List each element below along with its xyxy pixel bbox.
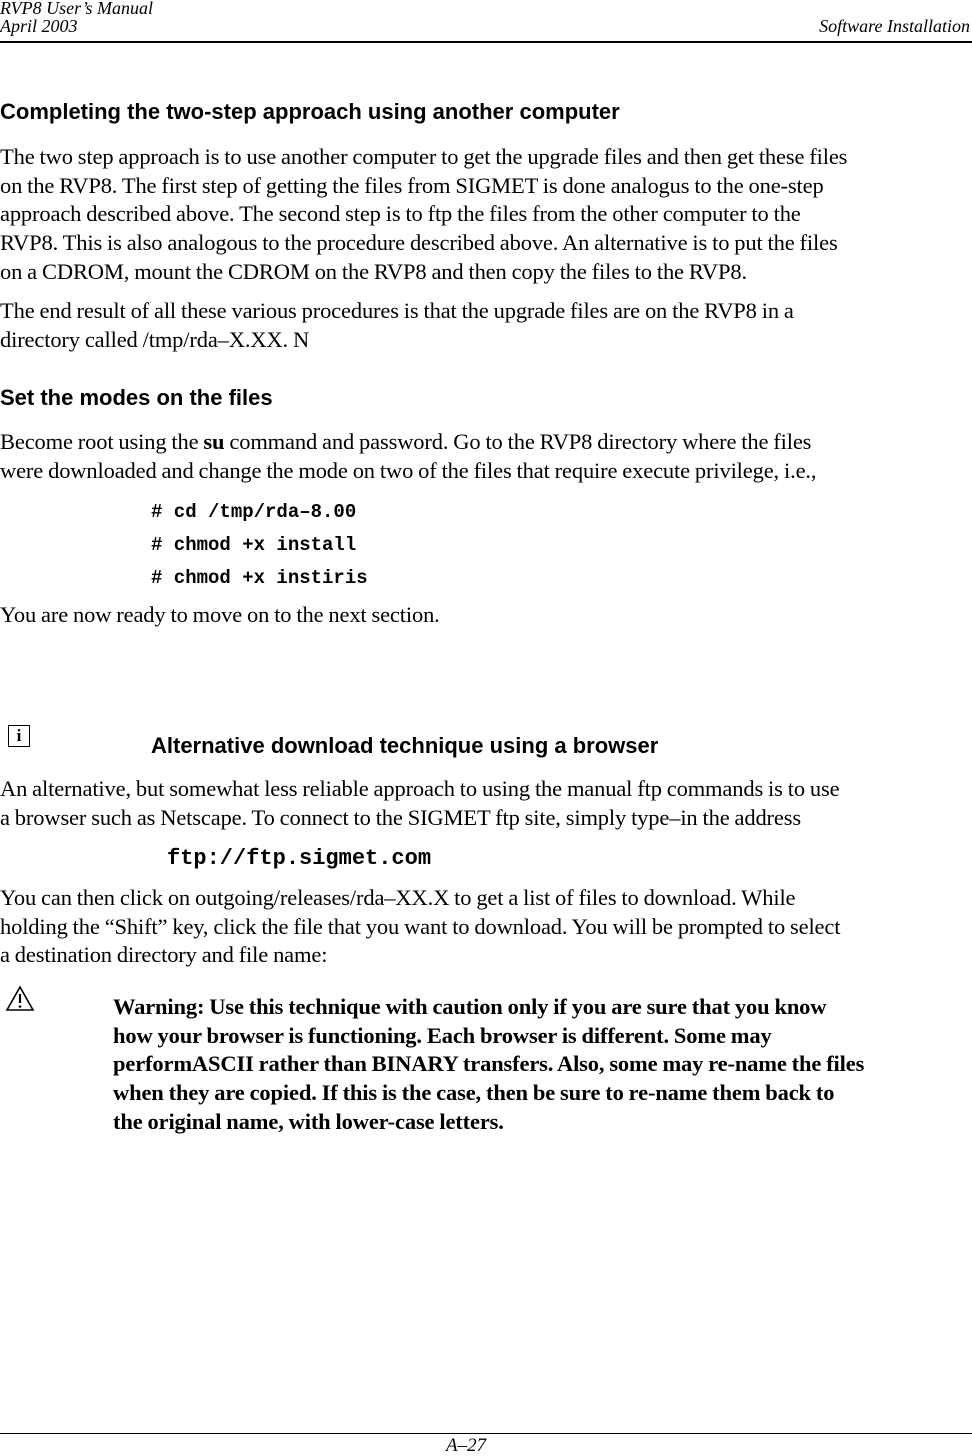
header-rule — [0, 41, 972, 43]
text-line: The two step approach is to use another computer to get the upgrade files and then get these files — [0, 144, 848, 169]
text-line: Warning: Use this technique with caution only if you are sure that you know — [113, 994, 827, 1019]
paragraph-next-section — [0, 601, 972, 630]
text-line: a browser such as Netscape. To connect to the SIGMET ftp site, simply type–in the address — [0, 804, 801, 830]
heading-two-step: Completing the two-step approach using another computer — [0, 99, 620, 124]
section-title: Software Installation — [819, 16, 970, 36]
command-chmod-install: # chmod +x install — [151, 534, 357, 556]
page-number: A–27 — [446, 1435, 487, 1456]
text-run: Become root using the — [0, 429, 204, 454]
paragraph-two-step — [0, 143, 972, 287]
text-line: RVP8. This is also analogous to the procedure described above. An alternative is to put the files — [0, 230, 838, 256]
text-run: command and password. Go to the RVP8 directory where the files — [224, 429, 812, 454]
manual-title: RVP8 User’s Manual — [0, 0, 153, 18]
warning-text — [113, 993, 972, 1137]
warning-icon — [5, 985, 35, 1012]
command-chmod-instiris: # chmod +x instiris — [151, 567, 368, 589]
paragraph-click-outgoing — [0, 884, 972, 970]
text-line: The end result of all these various procedures is that the upgrade files are on the RVP8 in a — [0, 298, 794, 323]
heading-set-modes: Set the modes on the files — [0, 385, 273, 410]
su-command: su — [203, 429, 225, 454]
text-line: on the RVP8. The first step of getting the files from SIGMET is done analogus to the one-step — [0, 172, 824, 198]
text-line: the original name, with lower-case letters. — [113, 1108, 504, 1134]
text-line: An alternative, but somewhat less reliable approach to using the manual ftp commands is to use — [0, 776, 840, 801]
paragraph-become-root — [0, 428, 972, 485]
text-line: when they are copied. If this is the case, then be sure to re-name them back to — [113, 1080, 835, 1106]
text-line: You are now ready to move on to the next section. — [0, 602, 440, 627]
text-line — [0, 428, 972, 457]
info-icon: i — [8, 725, 30, 747]
footer-rule — [0, 1433, 972, 1434]
ftp-address: ftp://ftp.sigmet.com — [167, 846, 432, 871]
text-line: approach described above. The second step is to ftp the files from the other computer to the — [0, 201, 801, 227]
paragraph-end-result — [0, 297, 972, 354]
text-line: directory called /tmp/rda–X.XX. N — [0, 326, 310, 352]
command-cd: # cd /tmp/rda–8.00 — [151, 501, 357, 523]
text-line: holding the “Shift” key, click the file that you want to download. You will be prompted to select — [0, 913, 841, 939]
text-line: how your browser is functioning. Each browser is different. Some may — [113, 1022, 772, 1048]
text-line: on a CDROM, mount the CDROM on the RVP8 and then copy the files to the RVP8. — [0, 258, 747, 284]
text-line: were downloaded and change the mode on two of the files that require execute privilege, i.e., — [0, 457, 817, 483]
text-line: You can then click on outgoing/releases/rda–XX.X to get a list of files to download. While — [0, 885, 796, 910]
paragraph-browser-alternative — [0, 775, 972, 832]
heading-browser-download: Alternative download technique using a browser — [151, 733, 659, 758]
text-line: performASCII rather than BINARY transfers. Also, some may re-name the files — [113, 1051, 865, 1077]
text-line: a destination directory and file name: — [0, 942, 328, 968]
header-date: April 2003 — [0, 16, 78, 36]
